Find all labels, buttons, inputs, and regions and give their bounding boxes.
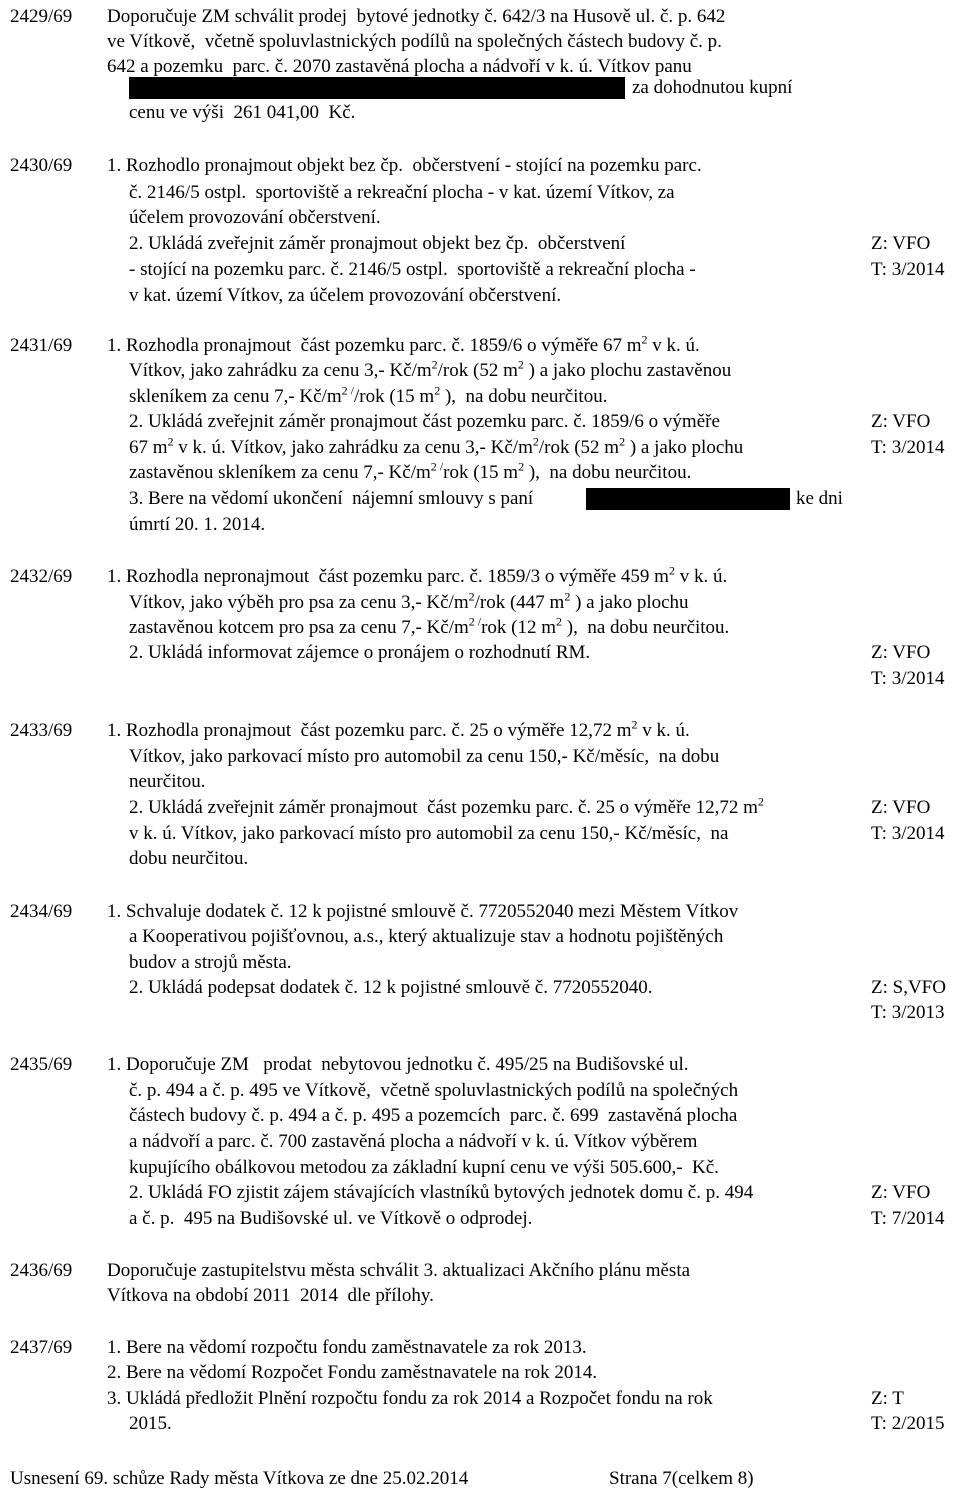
item-number: 2437/69 — [10, 1337, 73, 1358]
responsible-person: Z: VFO — [871, 233, 931, 254]
item-text-line: č. p. 494 a č. p. 495 ve Vítkově, včetně spoluvlastnických podílů na společných — [129, 1080, 739, 1101]
item-text-line: 1. Schvaluje dodatek č. 12 k pojistné smlouvě č. 7720552040 mezi Městem Vítkov — [107, 901, 739, 922]
item-text-line: v k. ú. Vítkov, jako parkovací místo pro automobil za cenu 150,- Kč/měsíc, na — [129, 823, 729, 844]
item-text-line: budov a strojů města. — [129, 952, 292, 973]
item-text-line: 2. Ukládá FO zjistit zájem stávajících vlastníků bytových jednotek domu č. p. 494 — [129, 1182, 754, 1203]
item-text-line: 67 $m^2$ v k. ú. Vítkov, jako zahrádku za cenu 3,- $Kč/m^2$/rok (52 $m^2$ ) a jako plochu — [129, 434, 744, 458]
item-text-line: 1. Rozhodla nepronajmout část pozemku parc. č. 1859/3 o výměře 459 $m^2$ v k. ú. — [107, 563, 728, 587]
footer-title: Usnesení 69. schůze Rady města Vítkova ze dne 25.02.2014 — [10, 1468, 469, 1489]
item-number: 2434/69 — [10, 901, 73, 922]
item-text-line: Doporučuje zastupitelstvu města schválit 3. aktualizaci Akčního plánu města — [107, 1260, 691, 1281]
deadline: T: 3/2014 — [871, 668, 945, 689]
item-text-line: - stojící na pozemku parc. č. 2146/5 ostpl. sportoviště a rekreační plocha - — [129, 259, 696, 280]
item-number: 2435/69 — [10, 1054, 73, 1075]
responsible-person: Z: VFO — [871, 1182, 931, 1203]
item-number: 2436/69 — [10, 1260, 73, 1281]
item-text-line: č. 2146/5 ostpl. sportoviště a rekreační plocha - v kat. území Vítkov, za — [129, 182, 675, 203]
deadline: T: 2/2015 — [871, 1413, 945, 1434]
item-text-line: 1. Doporučuje ZM prodat nebytovou jednotku č. 495/25 na Budišovské ul. — [107, 1054, 689, 1075]
item-text-line: ve Vítkově, včetně spoluvlastnických podílů na společných částech budovy č. p. — [107, 31, 722, 52]
deadline: T: 7/2014 — [871, 1208, 945, 1229]
item-text-line: a Kooperativou pojišťovnou, a.s., který aktualizuje stav a hodnotu pojištěných — [129, 926, 724, 947]
item-text-line: 3. Bere na vědomí ukončení nájemní smlouvy s paní — [129, 488, 534, 509]
item-number: 2433/69 — [10, 720, 73, 741]
responsible-person: Z: VFO — [871, 797, 931, 818]
item-text-line: a č. p. 495 na Budišovské ul. ve Vítkově o odprodej. — [129, 1208, 533, 1229]
item-text-line: 1. Rozhodla pronajmout část pozemku parc. č. 25 o výměře 12,72 $m^2$ v k. ú. — [107, 717, 690, 741]
page-number: Strana 7(celkem 8) — [609, 1468, 754, 1489]
item-text-line: 2015. — [129, 1413, 172, 1434]
item-text-line: Vítkova na období 2011 2014 dle přílohy. — [107, 1285, 434, 1306]
item-text-line: zastavěnou kotcem pro psa za cenu 7,- $Kč/m^{2 /}rok$ (12 $m^2$ ), na dobu neurčitou. — [129, 614, 730, 638]
item-text-line: 2. Bere na vědomí Rozpočet Fondu zaměstnavatele na rok 2014. — [107, 1362, 598, 1383]
item-text-line: 2. Ukládá zveřejnit záměr pronajmout část pozemku parc. č. 25 o výměře 12,72 $m^2$ — [129, 794, 764, 818]
item-number: 2432/69 — [10, 566, 73, 587]
item-text-line: 1. Rozhodlo pronajmout objekt bez čp. občerstvení - stojící na pozemku parc. — [107, 155, 702, 176]
deadline: T: 3/2014 — [871, 823, 945, 844]
item-text-line: cenu ve výši 261 041,00 Kč. — [129, 102, 356, 123]
item-text-line: úmrtí 20. 1. 2014. — [129, 514, 266, 535]
item-text-line: za dohodnutou kupní — [632, 77, 793, 98]
redaction-bar — [129, 77, 625, 99]
item-text-line: Vítkov, jako parkovací místo pro automobil za cenu 150,- Kč/měsíc, na dobu — [129, 746, 720, 767]
redaction-bar — [586, 488, 790, 510]
deadline: T: 3/2014 — [871, 437, 945, 458]
item-text-line: ke dni — [796, 488, 843, 509]
item-text-line: částech budovy č. p. 494 a č. p. 495 a pozemcích parc. č. 699 zastavěná plocha — [129, 1105, 738, 1126]
responsible-person: Z: VFO — [871, 642, 931, 663]
item-number: 2430/69 — [10, 155, 73, 176]
deadline: T: 3/2013 — [871, 1002, 945, 1023]
item-text-line: dobu neurčitou. — [129, 848, 249, 869]
item-text-line: účelem provozování občerstvení. — [129, 207, 381, 228]
item-number: 2431/69 — [10, 335, 73, 356]
deadline: T: 3/2014 — [871, 259, 945, 280]
item-text-line: v kat. území Vítkov, za účelem provozování občerstvení. — [129, 285, 562, 306]
responsible-person: Z: S,VFO — [871, 977, 946, 998]
item-text-line: skleníkem za cenu 7,- $Kč/m^{2 /}$/rok (15 $m^2$ ), na dobu neurčitou. — [129, 383, 608, 407]
item-text-line: 2. Ukládá zveřejnit záměr pronajmout část pozemku parc. č. 1859/6 o výměře — [129, 411, 720, 432]
item-text-line: a nádvoří a parc. č. 700 zastavěná plocha a nádvoří v k. ú. Vítkov výběrem — [129, 1131, 698, 1152]
item-text-line: 1. Bere na vědomí rozpočtu fondu zaměstnavatele za rok 2013. — [107, 1337, 587, 1358]
item-text-line: neurčitou. — [129, 771, 206, 792]
item-text-line: 3. Ukládá předložit Plnění rozpočtu fondu za rok 2014 a Rozpočet fondu na rok — [107, 1388, 713, 1409]
item-text-line: 642 a pozemku parc. č. 2070 zastavěná plocha a nádvoří v k. ú. Vítkov panu — [107, 56, 692, 77]
item-text-line: 1. Rozhodla pronajmout část pozemku parc. č. 1859/6 o výměře 67 $m^2$ v k. ú. — [107, 332, 700, 356]
item-text-line: kupujícího obálkovou metodou za základní kupní cenu ve výši 505.600,- Kč. — [129, 1157, 719, 1178]
item-number: 2429/69 — [10, 6, 73, 27]
item-text-line: 2. Ukládá zveřejnit záměr pronajmout objekt bez čp. občerstvení — [129, 233, 626, 254]
item-text-line: Doporučuje ZM schválit prodej bytové jednotky č. 642/3 na Husově ul. č. p. 642 — [107, 6, 726, 27]
item-text-line: zastavěnou skleníkem za cenu 7,- $Kč/m^{2 /}rok$ (15 $m^2$ ), na dobu neurčitou. — [129, 459, 692, 483]
item-text-line: 2. Ukládá podepsat dodatek č. 12 k pojistné smlouvě č. 7720552040. — [129, 977, 653, 998]
responsible-person: Z: VFO — [871, 411, 931, 432]
responsible-person: Z: T — [871, 1388, 904, 1409]
item-text-line: Vítkov, jako zahrádku za cenu 3,- $Kč/m^2$/rok (52 $m^2$ ) a jako plochu zastavěnou — [129, 357, 732, 381]
item-text-line: Vítkov, jako výběh pro psa za cenu 3,- $Kč/m^2$/rok (447 $m^2$ ) a jako plochu — [129, 589, 689, 613]
item-text-line: 2. Ukládá informovat zájemce o pronájem o rozhodnutí RM. — [129, 642, 591, 663]
